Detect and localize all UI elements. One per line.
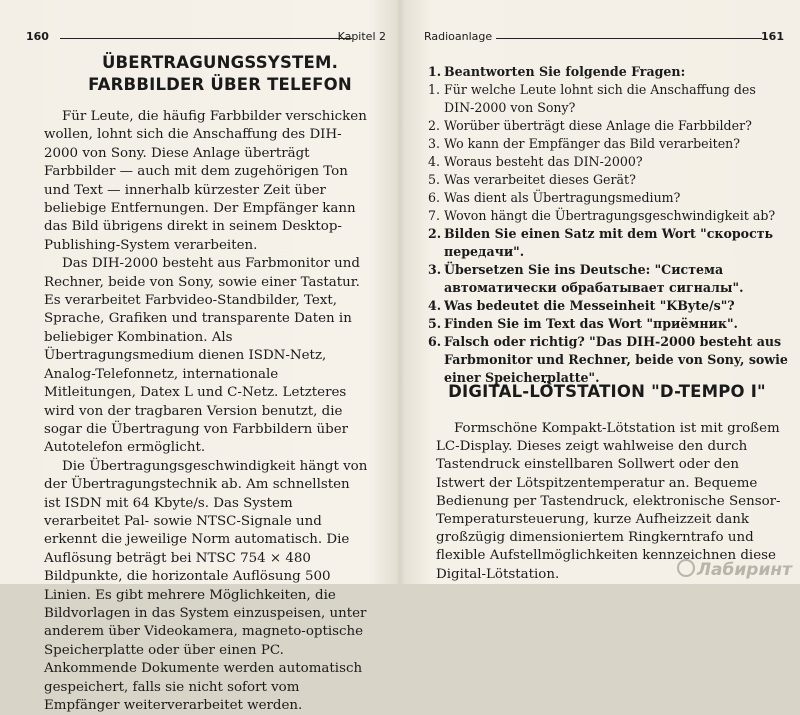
exercise-item [428,117,788,135]
exercise-text: Bilden Sie einen Satz mit dem Wort "скорость передачи". [444,226,774,259]
exercise-item [428,189,788,207]
exercise-text: Wovon hängt die Übertragungsgeschwindigkeit ab? [444,208,776,223]
right-running-head [424,30,784,44]
exercise-text: Wo kann der Empfänger das Bild verarbeiten? [444,136,741,151]
header-rule [496,38,762,39]
exercise-number: 4. [428,154,441,169]
exercise-text: Finden Sie im Text das Wort "приёмник". [444,316,738,331]
article-body [44,108,370,715]
exercise-number: 2. [428,118,441,133]
section-heading: DIGITAL-LÖTSTATION "D-TEMPO I" [448,382,766,401]
exercise-item [428,333,788,387]
exercise-item [428,63,788,81]
watermark-text: Лабиринт [696,560,792,580]
left-page [0,0,400,713]
heading-line-2: FARBBILDER ÜBER TELEFON [88,75,352,94]
exercise-number: 5. [428,172,441,187]
paragraph: Das DIH-2000 besteht aus Farbmonitor und Rechner, beide von Sony, sowie einer Tastatur. Es verarbeitet Farbvideo-Standbilder, Text, Sprache, Grafiken und transparente Daten in beliebiger Kombination. Als Übertragungsmedium dienen ISDN-Netz, Analog-Telefonnetz, internationale Mitleitungen, Datex L und C-Netz. Letzteres wird von der tragbaren Version benutzt, die sogar die Übertragung von Farbbildern über Autotelefon ermöglicht. [44,256,361,456]
exercise-item [428,261,788,297]
heading-line-1: ÜBERTRAGUNGSSYSTEM. [101,53,339,72]
exercise-item [428,81,788,117]
chapter-label: Kapitel 2 [337,30,386,43]
exercise-number: 1. [428,64,442,79]
exercise-text: Falsch oder richtig? "Das DIH-2000 besteht aus Farbmonitor und Rechner, beide von Sony, sowie einer Speicherplatte". [444,334,788,385]
exercise-number: 6. [428,334,442,349]
watermark [677,559,792,580]
exercise-text: Was verarbeitet dieses Gerät? [444,172,636,187]
exercise-number: 5. [428,316,442,331]
exercise-text: Für welche Leute lohnt sich die Anschaffung des DIN-2000 von Sony? [444,82,756,115]
exercise-item [428,315,788,333]
left-running-head [26,30,390,44]
header-rule [60,38,352,39]
paragraph: Für Leute, die häufig Farbbilder verschicken wollen, lohnt sich die Anschaffung des DIH-2000 von Sony. Diese Anlage überträgt Farbbilder — auch mit dem zugehörigen Ton und Text — innerhalb kürzester Zeit über beliebige Entfernungen. Der Empfänger kann das Bild übrigens direkt in seinem Desktop-Publishing-System verarbeiten. [44,109,367,253]
exercise-text: Übersetzen Sie ins Deutsche: "Система автоматически обрабатывает сигналы". [444,262,744,295]
exercise-text: Woraus besteht das DIN-2000? [444,154,643,169]
exercise-text: Was bedeutet die Messeinheit "KByte/s"? [444,298,735,313]
exercise-item [428,225,788,261]
paragraph: Die Übertragungsgeschwindigkeit hängt von der Übertragungstechnik ab. Am schnellsten ist ISDN mit 64 Kbyte/s. Das System verarbeitet Pal- sowie NTSC-Signale und erkennt die jeweilige Norm automatisch. Die Auflösung beträgt bei NTSC 754 × 480 Bildpunkte, die horizontale Auflösung 500 Linien. Es gibt mehrere Möglichkeiten, die Bildvorlagen in das System einzuspeisen, unter anderem über Videokamera, magneto-optische Speicherplatte oder über einen PC. Ankommende Dokumente werden automatisch gespeichert, falls sie nicht sofort vom Empfänger weiterverarbeitet werden. [44,458,368,713]
article-heading [60,52,380,96]
exercise-number: 4. [428,298,442,313]
page-number-right: 161 [761,30,784,43]
exercise-number: 2. [428,226,442,241]
exercise-list [428,63,788,387]
exercise-item [428,297,788,315]
exercise-text: Was dient als Übertragungsmedium? [444,190,681,205]
exercise-text: Worüber überträgt diese Anlage die Farbbilder? [444,118,752,133]
exercise-item [428,207,788,225]
exercise-item [428,171,788,189]
exercise-text: Beantworten Sie folgende Fragen: [444,64,686,79]
section-label: Radioanlage [424,30,493,43]
exercise-number: 3. [428,136,441,151]
exercise-number: 1. [428,82,441,97]
labirint-logo-icon [677,559,695,577]
exercise-item [428,153,788,171]
exercise-number: 6. [428,190,441,205]
exercise-number: 3. [428,262,442,277]
exercise-number: 7. [428,208,441,223]
page-number-left: 160 [26,30,49,43]
right-page [402,0,800,584]
exercise-item [428,135,788,153]
paragraph: Formschöne Kompakt-Lötstation ist mit großem LC-Display. Dieses zeigt wahlweise den durch Tastendruck einstellbaren Sollwert oder den Istwert der Lötspitzentemperatur an. Bequeme Bedienung per Tastendruck, elektronische Sensor-Temperatursteuerung, kurze Aufheizzeit dank großzügig dimensioniertem Ringkerntrafo und flexible Aufstellmöglichkeiten kennzeichnen diese Digital-Lötstation. [436,421,781,582]
